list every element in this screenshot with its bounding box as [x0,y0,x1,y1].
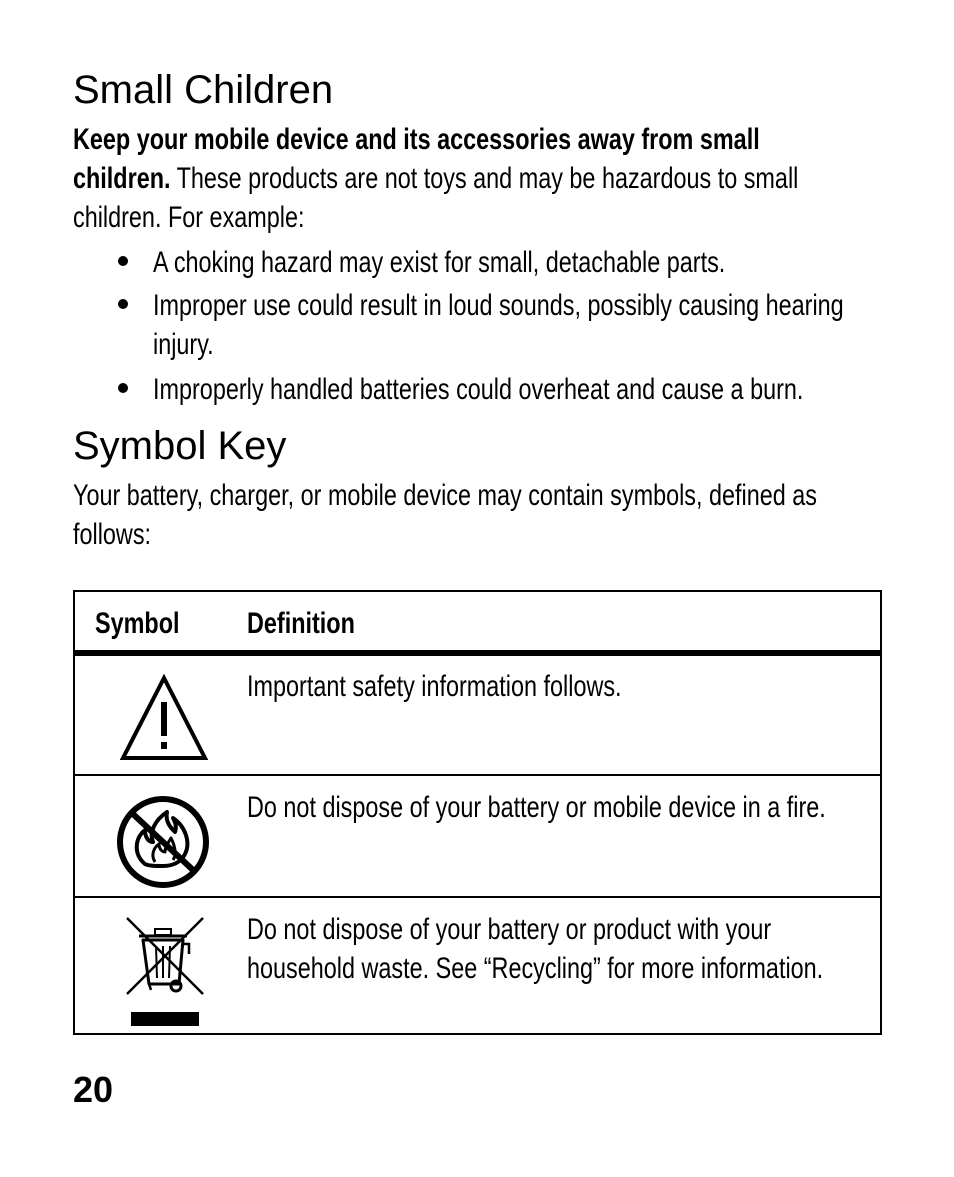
definition-text: Do not dispose of your battery or product with your [247,913,772,946]
small-children-intro-bold-1: Keep your mobile device and its accessories away from small [73,123,760,156]
bullet-icon [118,383,128,393]
bullet-text: A choking hazard may exist for small, detachable parts. [153,246,726,279]
crossed-out-wheelie-bin-icon [123,914,207,1028]
symbol-key-intro-line-1: Your battery, charger, or mobile device may contain symbols, defined as [73,479,817,512]
bullet-text: Improper use could result in loud sounds, possibly causing hearing [153,289,844,322]
section-heading-symbol-key: Symbol Key [73,424,287,468]
bullet-icon [118,299,128,309]
symbol-key-intro-line-2: follows: [73,518,152,551]
definition-text: Do not dispose of your battery or mobile device in a fire. [247,791,826,824]
section-heading-small-children: Small Children [73,68,334,112]
bullet-icon [118,256,128,266]
table-row-divider [75,774,880,776]
warning-triangle-icon [119,672,209,762]
definition-text: Important safety information follows. [247,670,622,703]
bullet-text: Improperly handled batteries could overheat and cause a burn. [153,373,804,406]
definition-text-continued: household waste. See “Recycling” for more information. [247,952,824,985]
small-children-intro-line-3: children. For example: [73,201,305,234]
small-children-intro-rest: These products are not toys and may be hazardous to small [170,162,799,195]
bullet-text-continued: injury. [153,328,214,361]
table-row-divider [75,896,880,898]
table-header-divider [75,650,880,656]
table-header-symbol: Symbol [95,607,180,640]
small-children-intro-line-2 [73,159,798,198]
no-fire-disposal-icon [115,794,211,890]
table-header-definition: Definition [247,607,355,640]
page-number: 20 [73,1069,114,1110]
symbol-key-table [73,590,882,1035]
small-children-intro-bold-2: children. [73,162,171,195]
small-children-intro-line-1 [73,120,760,159]
